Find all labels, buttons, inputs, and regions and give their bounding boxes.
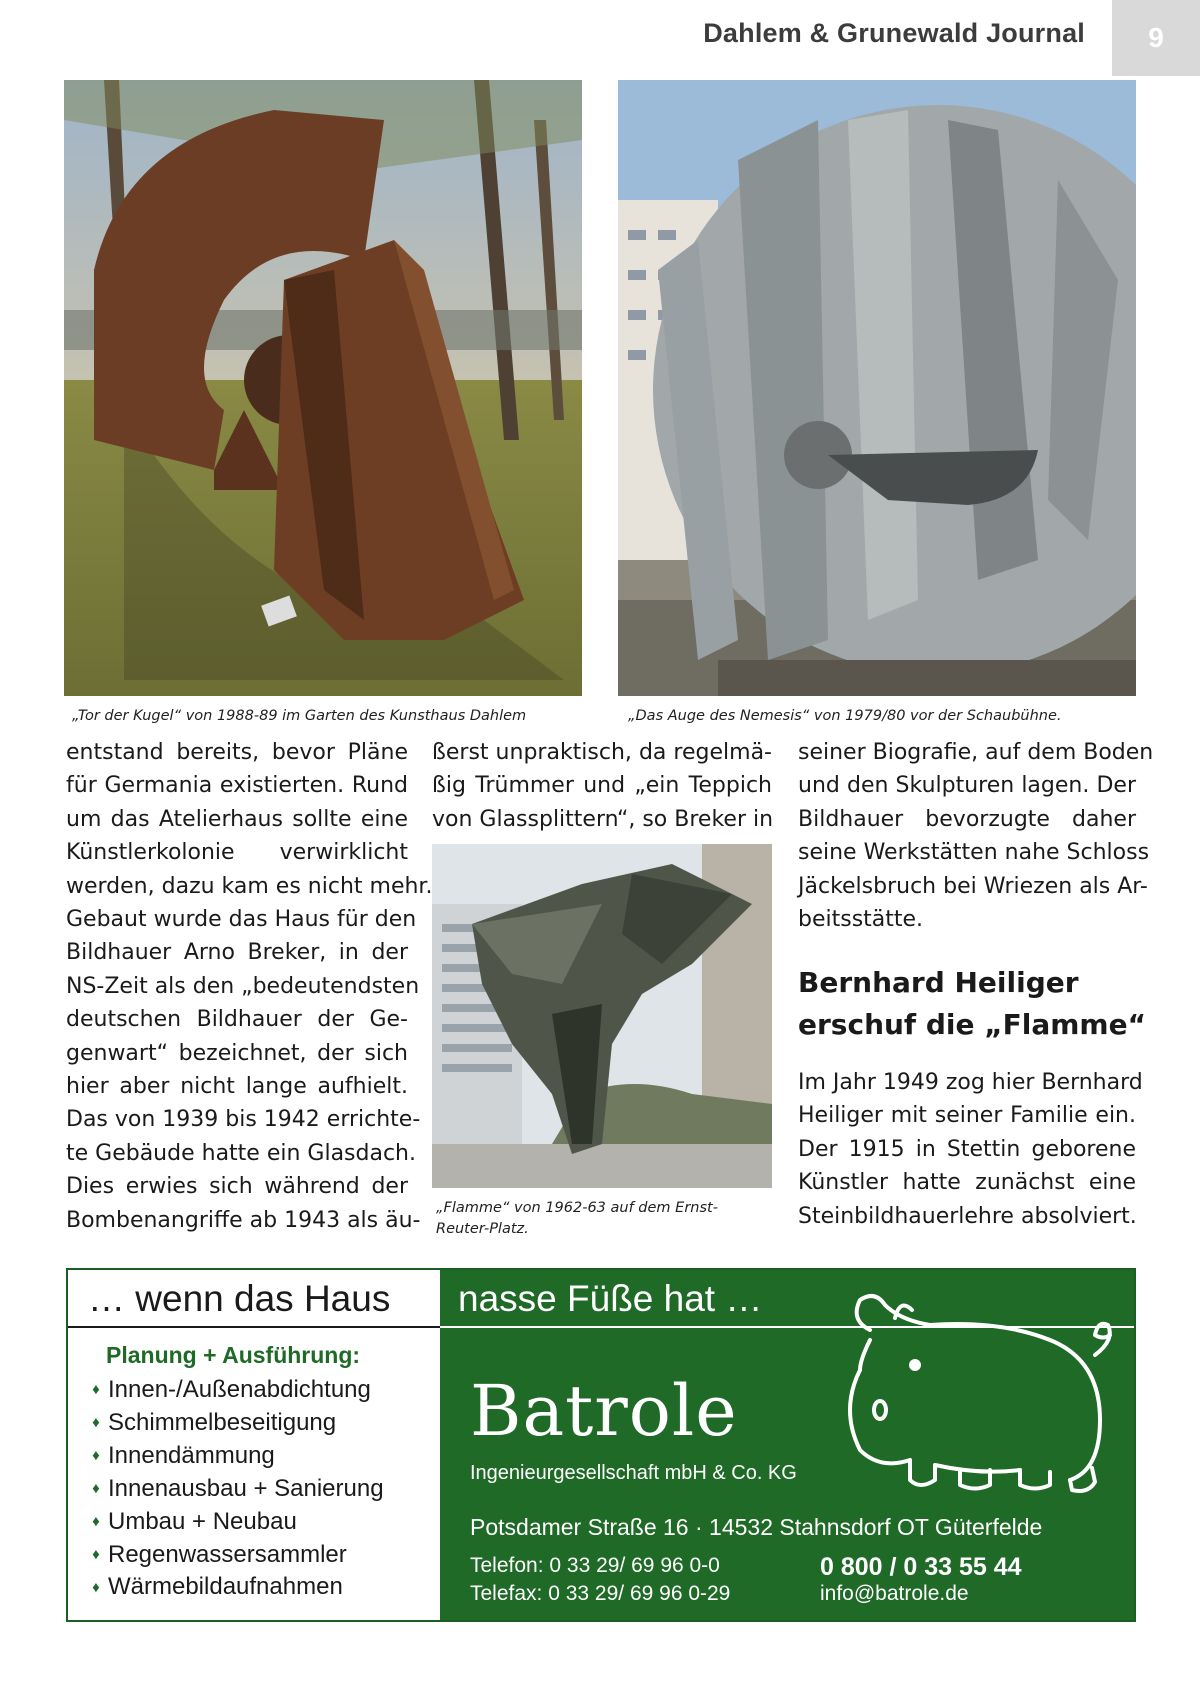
article-column-1 (66, 736, 433, 1237)
text-line: genwart“ bezeichnet, der sich (66, 1040, 408, 1066)
article-column-3 (798, 736, 1154, 936)
photo-caption-flamme (436, 1198, 718, 1240)
ad-address: Potsdamer Straße 16 · 14532 Stahnsdorf OT Güterfelde (470, 1514, 1043, 1540)
service-item: ♦ Innendämmung (84, 1440, 384, 1473)
text-line: Der 1915 in Stettin geborene (798, 1136, 1136, 1162)
bullet-icon: ♦ (92, 1414, 100, 1432)
service-item: ♦ Innenausbau + Sanierung (84, 1473, 384, 1506)
text-line: Gebaut wurde das Haus für den (66, 907, 417, 933)
text-line: ßig Trümmer und „ein Teppich (432, 773, 772, 799)
ad-phone: Telefon: 0 33 29/ 69 96 0-0 (470, 1554, 720, 1577)
photo-auge-des-nemesis (618, 80, 1136, 696)
ad-left-panel (68, 1270, 440, 1620)
ad-tagline-left: … wenn das Haus (88, 1278, 391, 1319)
ad-brand-logo: Batrole (470, 1370, 738, 1452)
text-line: NS-Zeit als den „bedeutendsten (66, 973, 420, 999)
bullet-icon: ♦ (92, 1480, 100, 1498)
ad-fax: Telefax: 0 33 29/ 69 96 0-29 (470, 1582, 731, 1605)
text-line: Bombenangriffe ab 1943 als äu- (66, 1207, 421, 1233)
page-number: 9 (1112, 0, 1200, 76)
text-line: seine Werkstätten nahe Schloss (798, 840, 1150, 866)
text-line: und den Skulpturen lagen. Der (798, 773, 1136, 799)
caption-line: Reuter-Platz. (436, 1221, 529, 1237)
ad-hotline: 0 800 / 0 33 55 44 (820, 1553, 1022, 1581)
subheading-line: erschuf die „Flamme“ (798, 1008, 1147, 1041)
hippo-icon (840, 1280, 1120, 1500)
text-line: hier aber nicht lange aufhielt. (66, 1074, 408, 1100)
text-line: Jäckelsbruch bei Wriezen als Ar- (798, 873, 1148, 899)
bullet-icon: ♦ (92, 1545, 100, 1563)
subheading-line: Bernhard Heiliger (798, 966, 1079, 999)
photo-tor-der-kugel (64, 80, 582, 696)
text-line: beitsstätte. (798, 907, 924, 933)
text-line: ßerst unpraktisch, da regelmä- (432, 740, 772, 765)
service-item: ♦ Schimmelbeseitigung (84, 1407, 384, 1440)
photo-caption-tor-der-kugel: „Tor der Kugel“ von 1988-89 im Garten des Kunsthaus Dahlem (72, 708, 527, 724)
text-line: um das Atelierhaus sollte eine (66, 806, 408, 832)
ad-company-type: Ingenieurgesellschaft mbH & Co. KG (470, 1462, 797, 1484)
photo-caption-auge-des-nemesis: „Das Auge des Nemesis“ von 1979/80 vor der Schaubühne. (628, 708, 1062, 724)
caption-line: „Flamme“ von 1962-63 auf dem Ernst- (436, 1200, 718, 1216)
bullet-icon: ♦ (92, 1513, 100, 1531)
text-line: Bildhauer bevorzugte daher (798, 806, 1136, 832)
ad-tagline-right: nasse Füße hat … (458, 1278, 763, 1319)
text-line: Dies erwies sich während der (66, 1174, 408, 1200)
article-column-3-bottom (798, 1066, 1143, 1233)
batrole-advertisement (66, 1268, 1136, 1622)
text-line: Künstler hatte zunächst eine (798, 1170, 1136, 1196)
article-subheading (798, 962, 1146, 1046)
text-line: Künstlerkolonie verwirklicht (66, 840, 408, 866)
text-line: Das von 1939 bis 1942 errichte- (66, 1107, 421, 1133)
bullet-icon: ♦ (92, 1381, 100, 1399)
service-item: ♦ Regenwassersammler (84, 1539, 384, 1572)
text-line: Im Jahr 1949 zog hier Bernhard (798, 1070, 1143, 1095)
text-line: von Glassplittern“, so Breker in (432, 806, 774, 832)
text-line: entstand bereits, bevor Pläne (66, 740, 408, 765)
ad-planning-heading: Planung + Ausführung: (106, 1342, 361, 1368)
text-line: Bildhauer Arno Breker, in der (66, 940, 408, 966)
bullet-icon: ♦ (92, 1578, 100, 1596)
ad-right-panel (440, 1270, 1134, 1620)
service-item: ♦ Innen-/Außenabdichtung (84, 1374, 384, 1407)
text-line: Steinbildhauerlehre absolviert. (798, 1203, 1137, 1229)
text-line: seiner Biografie, auf dem Boden (798, 740, 1154, 765)
ad-services-list (84, 1374, 384, 1604)
text-line: deutschen Bildhauer der Ge- (66, 1007, 408, 1033)
text-line: Heiliger mit seiner Familie ein. (798, 1103, 1136, 1129)
photo-flamme (432, 844, 772, 1188)
article-column-2 (432, 736, 772, 836)
text-line: für Germania existierten. Rund (66, 773, 408, 799)
journal-title: Dahlem & Grunewald Journal (703, 18, 1085, 48)
ad-rule-left (68, 1326, 440, 1328)
text-line: werden, dazu kam es nicht mehr. (66, 873, 433, 899)
text-line: te Gebäude hatte ein Glasdach. (66, 1140, 416, 1166)
ad-email: info@batrole.de (820, 1582, 969, 1605)
service-item: ♦ Wärmebildaufnahmen (84, 1571, 384, 1604)
bullet-icon: ♦ (92, 1447, 100, 1465)
service-item: ♦ Umbau + Neubau (84, 1506, 384, 1539)
